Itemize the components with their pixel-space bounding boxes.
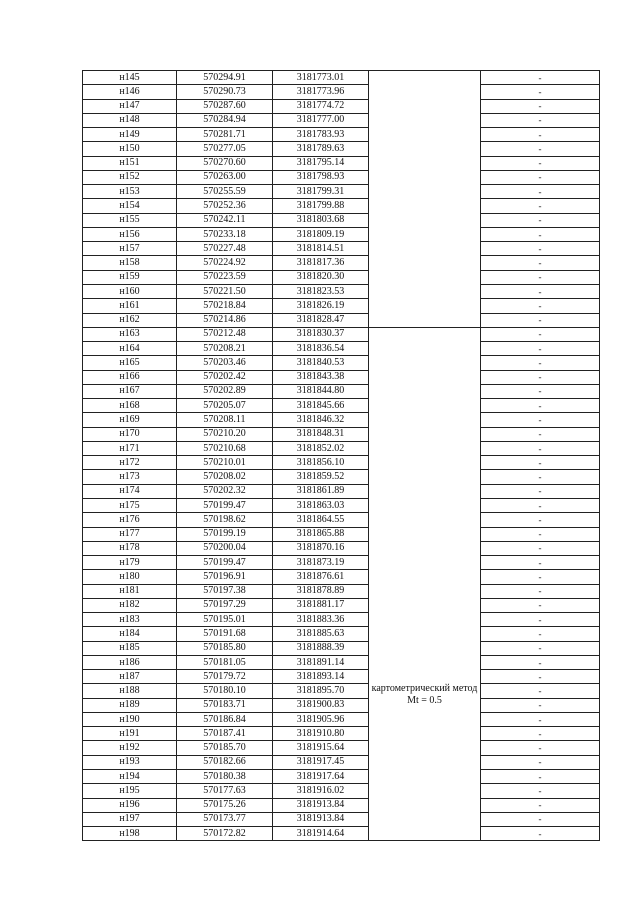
x-coordinate-cell: 570255.59	[177, 185, 273, 199]
y-coordinate-cell: 3181895.70	[273, 684, 369, 698]
x-coordinate-cell: 570208.11	[177, 413, 273, 427]
point-name-cell: н152	[83, 170, 177, 184]
y-coordinate-cell: 3181885.63	[273, 627, 369, 641]
value-cell: -	[481, 770, 600, 784]
point-name-cell: н149	[83, 128, 177, 142]
y-coordinate-cell: 3181881.17	[273, 598, 369, 612]
value-cell: -	[481, 812, 600, 826]
x-coordinate-cell: 570202.42	[177, 370, 273, 384]
y-coordinate-cell: 3181852.02	[273, 441, 369, 455]
value-cell: -	[481, 784, 600, 798]
x-coordinate-cell: 570277.05	[177, 142, 273, 156]
value-cell: -	[481, 270, 600, 284]
y-coordinate-cell: 3181809.19	[273, 227, 369, 241]
point-name-cell: н167	[83, 384, 177, 398]
x-coordinate-cell: 570195.01	[177, 613, 273, 627]
y-coordinate-cell: 3181916.02	[273, 784, 369, 798]
y-coordinate-cell: 3181861.89	[273, 484, 369, 498]
point-name-cell: н169	[83, 413, 177, 427]
point-name-cell: н145	[83, 71, 177, 85]
x-coordinate-cell: 570181.05	[177, 655, 273, 669]
point-name-cell: н190	[83, 712, 177, 726]
table-row	[83, 627, 600, 641]
value-cell: -	[481, 641, 600, 655]
point-name-cell: н171	[83, 441, 177, 455]
value-cell: -	[481, 99, 600, 113]
value-cell: -	[481, 527, 600, 541]
y-coordinate-cell: 3181883.36	[273, 613, 369, 627]
x-coordinate-cell: 570198.62	[177, 513, 273, 527]
table-row	[83, 613, 600, 627]
table-row	[83, 113, 600, 127]
y-coordinate-cell: 3181803.68	[273, 213, 369, 227]
table-row	[83, 770, 600, 784]
y-coordinate-cell: 3181826.19	[273, 299, 369, 313]
table-row	[83, 470, 600, 484]
point-name-cell: н177	[83, 527, 177, 541]
x-coordinate-cell: 570180.10	[177, 684, 273, 698]
value-cell: -	[481, 427, 600, 441]
y-coordinate-cell: 3181888.39	[273, 641, 369, 655]
x-coordinate-cell: 570242.11	[177, 213, 273, 227]
table-row	[83, 812, 600, 826]
table-row	[83, 284, 600, 298]
y-coordinate-cell: 3181843.38	[273, 370, 369, 384]
x-coordinate-cell: 570187.41	[177, 727, 273, 741]
y-coordinate-cell: 3181817.36	[273, 256, 369, 270]
x-coordinate-cell: 570221.50	[177, 284, 273, 298]
y-coordinate-cell: 3181900.83	[273, 698, 369, 712]
x-coordinate-cell: 570183.71	[177, 698, 273, 712]
x-coordinate-cell: 570212.48	[177, 327, 273, 341]
table-row	[83, 755, 600, 769]
table-row	[83, 784, 600, 798]
y-coordinate-cell: 3181865.88	[273, 527, 369, 541]
table-row	[83, 798, 600, 812]
table-row	[83, 827, 600, 841]
y-coordinate-cell: 3181917.64	[273, 770, 369, 784]
x-coordinate-cell: 570224.92	[177, 256, 273, 270]
table-row	[83, 99, 600, 113]
point-name-cell: н175	[83, 498, 177, 512]
y-coordinate-cell: 3181830.37	[273, 327, 369, 341]
value-cell: -	[481, 142, 600, 156]
value-cell: -	[481, 441, 600, 455]
point-name-cell: н159	[83, 270, 177, 284]
method-cell	[369, 71, 481, 328]
value-cell: -	[481, 213, 600, 227]
table-row	[83, 256, 600, 270]
x-coordinate-cell: 570197.38	[177, 584, 273, 598]
value-cell: -	[481, 284, 600, 298]
point-name-cell: н158	[83, 256, 177, 270]
y-coordinate-cell: 3181917.45	[273, 755, 369, 769]
y-coordinate-cell: 3181859.52	[273, 470, 369, 484]
value-cell: -	[481, 598, 600, 612]
y-coordinate-cell: 3181799.31	[273, 185, 369, 199]
point-name-cell: н150	[83, 142, 177, 156]
x-coordinate-cell: 570270.60	[177, 156, 273, 170]
point-name-cell: н156	[83, 227, 177, 241]
y-coordinate-cell: 3181844.80	[273, 384, 369, 398]
y-coordinate-cell: 3181913.84	[273, 798, 369, 812]
value-cell: -	[481, 242, 600, 256]
value-cell: -	[481, 85, 600, 99]
table-row	[83, 698, 600, 712]
table-row	[83, 142, 600, 156]
x-coordinate-cell: 570182.66	[177, 755, 273, 769]
x-coordinate-cell: 570199.47	[177, 498, 273, 512]
table-row	[83, 270, 600, 284]
x-coordinate-cell: 570180.38	[177, 770, 273, 784]
x-coordinate-cell: 570203.46	[177, 356, 273, 370]
table-row	[83, 370, 600, 384]
y-coordinate-cell: 3181773.96	[273, 85, 369, 99]
table-row	[83, 170, 600, 184]
table-row	[83, 356, 600, 370]
value-cell: -	[481, 741, 600, 755]
x-coordinate-cell: 570290.73	[177, 85, 273, 99]
x-coordinate-cell: 570172.82	[177, 827, 273, 841]
table-row	[83, 484, 600, 498]
table-row	[83, 570, 600, 584]
value-cell: -	[481, 655, 600, 669]
point-name-cell: н155	[83, 213, 177, 227]
y-coordinate-cell: 3181795.14	[273, 156, 369, 170]
value-cell: -	[481, 755, 600, 769]
point-name-cell: н165	[83, 356, 177, 370]
point-name-cell: н148	[83, 113, 177, 127]
value-cell: -	[481, 712, 600, 726]
value-cell: -	[481, 356, 600, 370]
point-name-cell: н187	[83, 670, 177, 684]
x-coordinate-cell: 570284.94	[177, 113, 273, 127]
x-coordinate-cell: 570185.80	[177, 641, 273, 655]
value-cell: -	[481, 698, 600, 712]
value-cell: -	[481, 256, 600, 270]
x-coordinate-cell: 570191.68	[177, 627, 273, 641]
point-name-cell: н195	[83, 784, 177, 798]
point-name-cell: н197	[83, 812, 177, 826]
value-cell: -	[481, 156, 600, 170]
y-coordinate-cell: 3181820.30	[273, 270, 369, 284]
value-cell: -	[481, 370, 600, 384]
value-cell: -	[481, 513, 600, 527]
point-name-cell: н191	[83, 727, 177, 741]
point-name-cell: н196	[83, 798, 177, 812]
point-name-cell: н170	[83, 427, 177, 441]
value-cell: -	[481, 570, 600, 584]
point-name-cell: н181	[83, 584, 177, 598]
point-name-cell: н182	[83, 598, 177, 612]
x-coordinate-cell: 570281.71	[177, 128, 273, 142]
table-row	[83, 598, 600, 612]
table-row	[83, 741, 600, 755]
method-cell	[369, 327, 481, 841]
value-cell: -	[481, 299, 600, 313]
table-row	[83, 399, 600, 413]
table-row	[83, 384, 600, 398]
point-name-cell: н173	[83, 470, 177, 484]
x-coordinate-cell: 570199.47	[177, 556, 273, 570]
x-coordinate-cell: 570200.04	[177, 541, 273, 555]
point-name-cell: н163	[83, 327, 177, 341]
point-name-cell: н172	[83, 456, 177, 470]
y-coordinate-cell: 3181905.96	[273, 712, 369, 726]
y-coordinate-cell: 3181789.63	[273, 142, 369, 156]
value-cell: -	[481, 185, 600, 199]
point-name-cell: н160	[83, 284, 177, 298]
x-coordinate-cell: 570208.02	[177, 470, 273, 484]
y-coordinate-cell: 3181863.03	[273, 498, 369, 512]
x-coordinate-cell: 570196.91	[177, 570, 273, 584]
y-coordinate-cell: 3181828.47	[273, 313, 369, 327]
x-coordinate-cell: 570233.18	[177, 227, 273, 241]
point-name-cell: н174	[83, 484, 177, 498]
value-cell: -	[481, 798, 600, 812]
x-coordinate-cell: 570208.21	[177, 342, 273, 356]
coordinates-table	[82, 70, 600, 841]
value-cell: -	[481, 627, 600, 641]
y-coordinate-cell: 3181823.53	[273, 284, 369, 298]
table-row	[83, 156, 600, 170]
table-row	[83, 712, 600, 726]
table-row	[83, 670, 600, 684]
point-name-cell: н185	[83, 641, 177, 655]
x-coordinate-cell: 570175.26	[177, 798, 273, 812]
x-coordinate-cell: 570173.77	[177, 812, 273, 826]
x-coordinate-cell: 570223.59	[177, 270, 273, 284]
value-cell: -	[481, 313, 600, 327]
value-cell: -	[481, 384, 600, 398]
y-coordinate-cell: 3181914.64	[273, 827, 369, 841]
point-name-cell: н153	[83, 185, 177, 199]
y-coordinate-cell: 3181846.32	[273, 413, 369, 427]
point-name-cell: н179	[83, 556, 177, 570]
value-cell: -	[481, 227, 600, 241]
x-coordinate-cell: 570202.89	[177, 384, 273, 398]
table-row	[83, 242, 600, 256]
table-row	[83, 313, 600, 327]
x-coordinate-cell: 570179.72	[177, 670, 273, 684]
table-row	[83, 71, 600, 85]
x-coordinate-cell: 570197.29	[177, 598, 273, 612]
value-cell: -	[481, 484, 600, 498]
value-cell: -	[481, 113, 600, 127]
y-coordinate-cell: 3181891.14	[273, 655, 369, 669]
y-coordinate-cell: 3181836.54	[273, 342, 369, 356]
y-coordinate-cell: 3181910.80	[273, 727, 369, 741]
value-cell: -	[481, 342, 600, 356]
value-cell: -	[481, 670, 600, 684]
y-coordinate-cell: 3181876.61	[273, 570, 369, 584]
y-coordinate-cell: 3181856.10	[273, 456, 369, 470]
y-coordinate-cell: 3181798.93	[273, 170, 369, 184]
point-name-cell: н162	[83, 313, 177, 327]
point-name-cell: н198	[83, 827, 177, 841]
point-name-cell: н147	[83, 99, 177, 113]
point-name-cell: н164	[83, 342, 177, 356]
y-coordinate-cell: 3181814.51	[273, 242, 369, 256]
y-coordinate-cell: 3181848.31	[273, 427, 369, 441]
table-row	[83, 441, 600, 455]
point-name-cell: н151	[83, 156, 177, 170]
x-coordinate-cell: 570186.84	[177, 712, 273, 726]
value-cell: -	[481, 456, 600, 470]
table-row	[83, 498, 600, 512]
value-cell: -	[481, 827, 600, 841]
y-coordinate-cell: 3181873.19	[273, 556, 369, 570]
x-coordinate-cell: 570287.60	[177, 99, 273, 113]
y-coordinate-cell: 3181799.88	[273, 199, 369, 213]
y-coordinate-cell: 3181870.16	[273, 541, 369, 555]
x-coordinate-cell: 570263.00	[177, 170, 273, 184]
value-cell: -	[481, 684, 600, 698]
value-cell: -	[481, 128, 600, 142]
y-coordinate-cell: 3181913.84	[273, 812, 369, 826]
value-cell: -	[481, 541, 600, 555]
point-name-cell: н189	[83, 698, 177, 712]
point-name-cell: н176	[83, 513, 177, 527]
point-name-cell: н154	[83, 199, 177, 213]
y-coordinate-cell: 3181893.14	[273, 670, 369, 684]
point-name-cell: н193	[83, 755, 177, 769]
point-name-cell: н168	[83, 399, 177, 413]
x-coordinate-cell: 570199.19	[177, 527, 273, 541]
method-text: картометрический метод Mt = 0.5	[371, 682, 478, 706]
value-cell: -	[481, 399, 600, 413]
value-cell: -	[481, 199, 600, 213]
table-row	[83, 85, 600, 99]
value-cell: -	[481, 470, 600, 484]
value-cell: -	[481, 727, 600, 741]
table-row	[83, 727, 600, 741]
table-row	[83, 427, 600, 441]
point-name-cell: н186	[83, 655, 177, 669]
table-row	[83, 584, 600, 598]
table-row	[83, 227, 600, 241]
y-coordinate-cell: 3181777.00	[273, 113, 369, 127]
table-row	[83, 213, 600, 227]
table-row	[83, 128, 600, 142]
point-name-cell: н194	[83, 770, 177, 784]
table-row	[83, 342, 600, 356]
point-name-cell: н180	[83, 570, 177, 584]
x-coordinate-cell: 570218.84	[177, 299, 273, 313]
value-cell: -	[481, 584, 600, 598]
y-coordinate-cell: 3181864.55	[273, 513, 369, 527]
x-coordinate-cell: 570177.63	[177, 784, 273, 798]
value-cell: -	[481, 170, 600, 184]
point-name-cell: н178	[83, 541, 177, 555]
x-coordinate-cell: 570294.91	[177, 71, 273, 85]
x-coordinate-cell: 570214.86	[177, 313, 273, 327]
point-name-cell: н184	[83, 627, 177, 641]
x-coordinate-cell: 570227.48	[177, 242, 273, 256]
value-cell: -	[481, 498, 600, 512]
y-coordinate-cell: 3181845.66	[273, 399, 369, 413]
x-coordinate-cell: 570185.70	[177, 741, 273, 755]
table-row	[83, 641, 600, 655]
y-coordinate-cell: 3181774.72	[273, 99, 369, 113]
point-name-cell: н188	[83, 684, 177, 698]
table-row	[83, 684, 600, 698]
table-row	[83, 513, 600, 527]
coordinates-table-body	[83, 71, 600, 841]
table-row	[83, 185, 600, 199]
table-row	[83, 456, 600, 470]
x-coordinate-cell: 570202.32	[177, 484, 273, 498]
table-row	[83, 413, 600, 427]
table-row	[83, 199, 600, 213]
point-name-cell: н192	[83, 741, 177, 755]
table-row	[83, 527, 600, 541]
value-cell: -	[481, 71, 600, 85]
x-coordinate-cell: 570210.20	[177, 427, 273, 441]
point-name-cell: н146	[83, 85, 177, 99]
table-row	[83, 299, 600, 313]
y-coordinate-cell: 3181783.93	[273, 128, 369, 142]
table-row	[83, 541, 600, 555]
y-coordinate-cell: 3181915.64	[273, 741, 369, 755]
value-cell: -	[481, 413, 600, 427]
x-coordinate-cell: 570210.68	[177, 441, 273, 455]
value-cell: -	[481, 613, 600, 627]
x-coordinate-cell: 570252.36	[177, 199, 273, 213]
point-name-cell: н166	[83, 370, 177, 384]
value-cell: -	[481, 556, 600, 570]
point-name-cell: н157	[83, 242, 177, 256]
x-coordinate-cell: 570205.07	[177, 399, 273, 413]
point-name-cell: н161	[83, 299, 177, 313]
value-cell: -	[481, 327, 600, 341]
table-row	[83, 556, 600, 570]
y-coordinate-cell: 3181878.89	[273, 584, 369, 598]
y-coordinate-cell: 3181840.53	[273, 356, 369, 370]
point-name-cell: н183	[83, 613, 177, 627]
y-coordinate-cell: 3181773.01	[273, 71, 369, 85]
table-row	[83, 327, 600, 341]
table-row	[83, 655, 600, 669]
x-coordinate-cell: 570210.01	[177, 456, 273, 470]
